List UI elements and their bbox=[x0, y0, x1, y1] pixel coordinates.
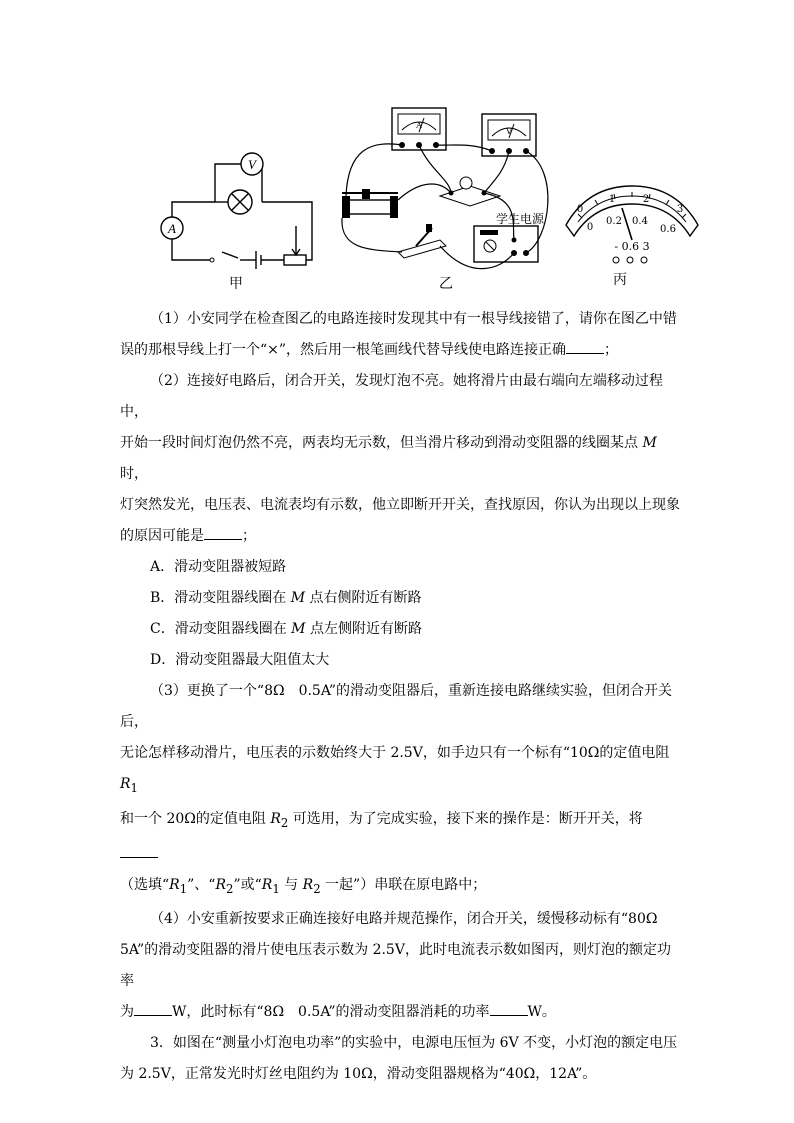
answer-blank[interactable] bbox=[120, 845, 158, 858]
q3-line4: （选填“$R_1$”、“$R_2$”或“$R_1$ 与 $R_2$ 一起”）串联在原电路中； bbox=[120, 876, 487, 896]
option-b: B．滑动变阻器线圈在 M 点右侧附近有断路 bbox=[150, 590, 422, 606]
svg-text:0.4: 0.4 bbox=[632, 216, 648, 227]
q2-line3: 灯突然发光，电压表、电流表均有示数，他立即断开开关，查找原因，你认为出现以上现象 bbox=[120, 497, 680, 513]
answer-blank[interactable] bbox=[490, 1003, 528, 1016]
q3-line1: （3）更换了一个“8Ω 0.5A”的滑动变阻器后，重新连接电路继续实验，但闭合开关后， bbox=[120, 683, 673, 730]
svg-text:A: A bbox=[416, 121, 422, 130]
option-c: C．滑动变阻器线圈在 M 点左侧附近有断路 bbox=[150, 621, 422, 637]
q4-line1: （4）小安重新按要求正确连接好电路并规范操作，闭合开关，缓慢移动标有“80Ω bbox=[150, 911, 658, 928]
ammeter-symbol: A bbox=[168, 221, 176, 236]
figure-caption-yi: 乙 bbox=[439, 276, 453, 292]
svg-text:0.2: 0.2 bbox=[606, 216, 622, 227]
figure-caption-jia: 甲 bbox=[229, 276, 243, 292]
q3-line3: 和一个 20Ω的定值电阻 $R_2$ 可选用，为了完成实验，接下来的操作是：断开开关，将 bbox=[120, 804, 680, 870]
q3-line2: 无论怎样移动滑片，电压表的示数始终大于 2.5V，如手边只有一个标有“10Ω的定值电阻 $R_1$ bbox=[120, 745, 670, 795]
q2-line1: （2）连接好电路后，闭合开关，发现灯泡不亮。她将滑片由最右端向左端移动过程中， bbox=[120, 373, 663, 420]
figure-caption-bing: 丙 bbox=[613, 272, 627, 288]
voltmeter-symbol: V bbox=[248, 157, 256, 172]
svg-text:1: 1 bbox=[608, 194, 616, 205]
q2-line2: 开始一段时间灯泡仍然不亮，两表均无示数，但当滑片移动到滑动变阻器的线圈某点 M 时， bbox=[120, 435, 657, 482]
svg-text:2: 2 bbox=[642, 194, 650, 205]
circuit-diagram-jia bbox=[0, 0, 794, 300]
ammeter-dial-bing bbox=[566, 186, 698, 288]
q4-line2: 5A”的滑动变阻器的滑片使电压表示数为 2.5V，此时电流表示数如图丙，则灯泡的额定功率 bbox=[120, 942, 671, 990]
question-content bbox=[120, 304, 680, 1090]
answer-blank[interactable] bbox=[566, 341, 604, 354]
svg-text:0: 0 bbox=[576, 204, 584, 215]
q1-line2: 误的那根导线上打一个“×”，然后用一根笔画线代替导线使电路连接正确 ； bbox=[120, 342, 619, 358]
q1-line1: （1）小安同学在检查图乙的电路连接时发现其中有一根导线接错了，请你在图乙中错 bbox=[150, 311, 677, 327]
svg-text:V: V bbox=[506, 127, 512, 136]
answer-blank[interactable] bbox=[204, 527, 242, 540]
svg-text:0: 0 bbox=[586, 222, 594, 233]
svg-text:- 0.6 3: - 0.6 3 bbox=[614, 240, 650, 253]
q2-line4: 的原因可能是 ； bbox=[120, 528, 256, 544]
q4-line3: 为 W，此时标有“8Ω 0.5A”的滑动变阻器消耗的功率 W。 bbox=[120, 1004, 556, 1021]
option-a: A．滑动变阻器被短路 bbox=[150, 559, 287, 575]
physical-circuit-yi bbox=[342, 108, 548, 292]
svg-text:3: 3 bbox=[676, 204, 684, 215]
figure-row bbox=[0, 0, 794, 300]
q5-line1: 3．如图在“测量小灯泡电功率”的实验中，电源电压恒为 6V 不变，小灯泡的额定电压 bbox=[150, 1035, 678, 1052]
svg-text:0.6: 0.6 bbox=[660, 224, 676, 235]
option-d: D．滑动变阻器最大阻值太大 bbox=[150, 652, 330, 668]
answer-blank[interactable] bbox=[134, 1003, 172, 1016]
svg-text:学生电源: 学生电源 bbox=[495, 212, 545, 226]
q5-line2: 为 2.5V，正常发光时灯丝电阻约为 10Ω，滑动变阻器规格为“40Ω，12A”。 bbox=[120, 1066, 597, 1083]
